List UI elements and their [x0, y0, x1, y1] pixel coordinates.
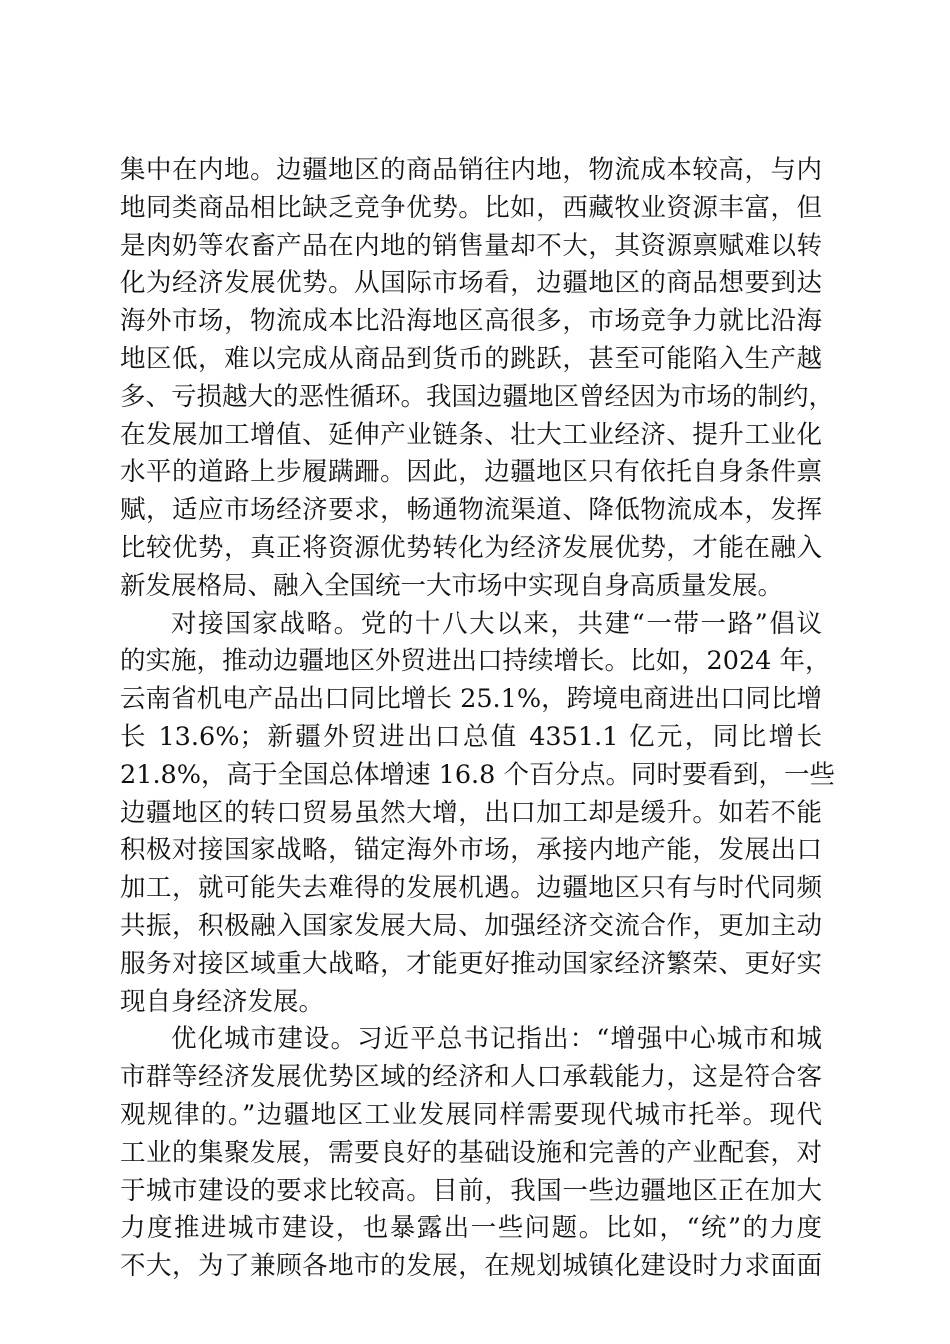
paragraph-1-line-2: 地同类商品相比缺乏竞争优势。比如，西藏牧业资源丰富，但: [120, 192, 822, 223]
paragraph-2-line-5: 21.8%，高于全国总体增速 16.8 个百分点。同时要看到，一些: [120, 759, 835, 790]
paragraph-3-line-6: 力度推进城市建设，也暴露出一些问题。比如，“统”的力度: [120, 1213, 822, 1244]
paragraph-1-line-11: 比较优势，真正将资源优势转化为经济发展优势，才能在融入: [120, 532, 822, 563]
paragraph-1-line-8: 在发展加工增值、延伸产业链条、壮大工业经济、提升工业化: [120, 419, 822, 450]
paragraph-2-line-4: 长 13.6%；新疆外贸进出口总值 4351.1 亿元，同比增长: [120, 721, 822, 752]
paragraph-3-line-1: 优化城市建设。习近平总书记指出：“增强中心城市和城: [171, 1024, 822, 1055]
paragraph-1-line-10: 赋，适应市场经济要求，畅通物流渠道、降低物流成本，发挥: [120, 495, 822, 526]
paragraph-1-line-3: 是肉奶等农畜产品在内地的销售量却不大，其资源禀赋难以转: [120, 230, 822, 261]
body-text: [120, 152, 835, 1286]
paragraph-3-line-7: 不大，为了兼顾各地市的发展，在规划城镇化建设时力求面面: [120, 1251, 822, 1282]
paragraph-1-line-4: 化为经济发展优势。从国际市场看，边疆地区的商品想要到达: [120, 268, 822, 299]
paragraph-3-line-4: 工业的集聚发展，需要良好的基础设施和完善的产业配套，对: [120, 1137, 822, 1168]
paragraph-3-line-2: 市群等经济发展优势区域的经济和人口承载能力，这是符合客: [120, 1062, 822, 1093]
paragraph-2-line-10: 服务对接区域重大战略，才能更好推动国家经济繁荣、更好实: [120, 948, 822, 979]
paragraph-2-line-1: 对接国家战略。党的十八大以来，共建“一带一路”倡议: [171, 608, 822, 639]
paragraph-1-line-1: 集中在内地。边疆地区的商品销往内地，物流成本较高，与内: [120, 155, 822, 185]
paragraph-1-line-9: 水平的道路上步履蹒跚。因此，边疆地区只有依托自身条件禀: [120, 457, 822, 488]
paragraph-2-line-9: 共振，积极融入国家发展大局、加强经济交流合作，更加主动: [120, 910, 822, 941]
paragraph-2-line-8: 加工，就可能失去难得的发展机遇。边疆地区只有与时代同频: [120, 873, 822, 904]
paragraph-1-line-12: 新发展格局、融入全国统一大市场中实现自身高质量发展。: [120, 570, 784, 601]
paragraph-3-line-5: 于城市建设的要求比较高。目前，我国一些边疆地区正在加大: [120, 1175, 822, 1206]
paragraph-2-line-11: 现自身经济发展。: [120, 986, 325, 1017]
paragraph-1-line-6: 地区低，难以完成从商品到货币的跳跃，甚至可能陷入生产越: [120, 343, 822, 374]
paragraph-1-line-5: 海外市场，物流成本比沿海地区高很多，市场竞争力就比沿海: [120, 306, 822, 337]
paragraph-3-line-3: 观规律的。”边疆地区工业发展同样需要现代城市托举。现代: [120, 1099, 822, 1130]
paragraph-2-line-2: 的实施，推动边疆地区外贸进出口持续增长。比如，2024 年，: [120, 646, 831, 677]
paragraph-2-line-6: 边疆地区的转口贸易虽然大增，出口加工却是缓升。如若不能: [120, 797, 822, 828]
paragraph-1-line-7: 多、亏损越大的恶性循环。我国边疆地区曾经因为市场的制约，: [120, 381, 835, 412]
paragraph-2-line-3: 云南省机电产品出口同比增长 25.1%，跨境电商进出口同比增: [120, 684, 822, 715]
paragraph-2-line-7: 积极对接国家战略，锚定海外市场，承接内地产能，发展出口: [120, 835, 822, 866]
